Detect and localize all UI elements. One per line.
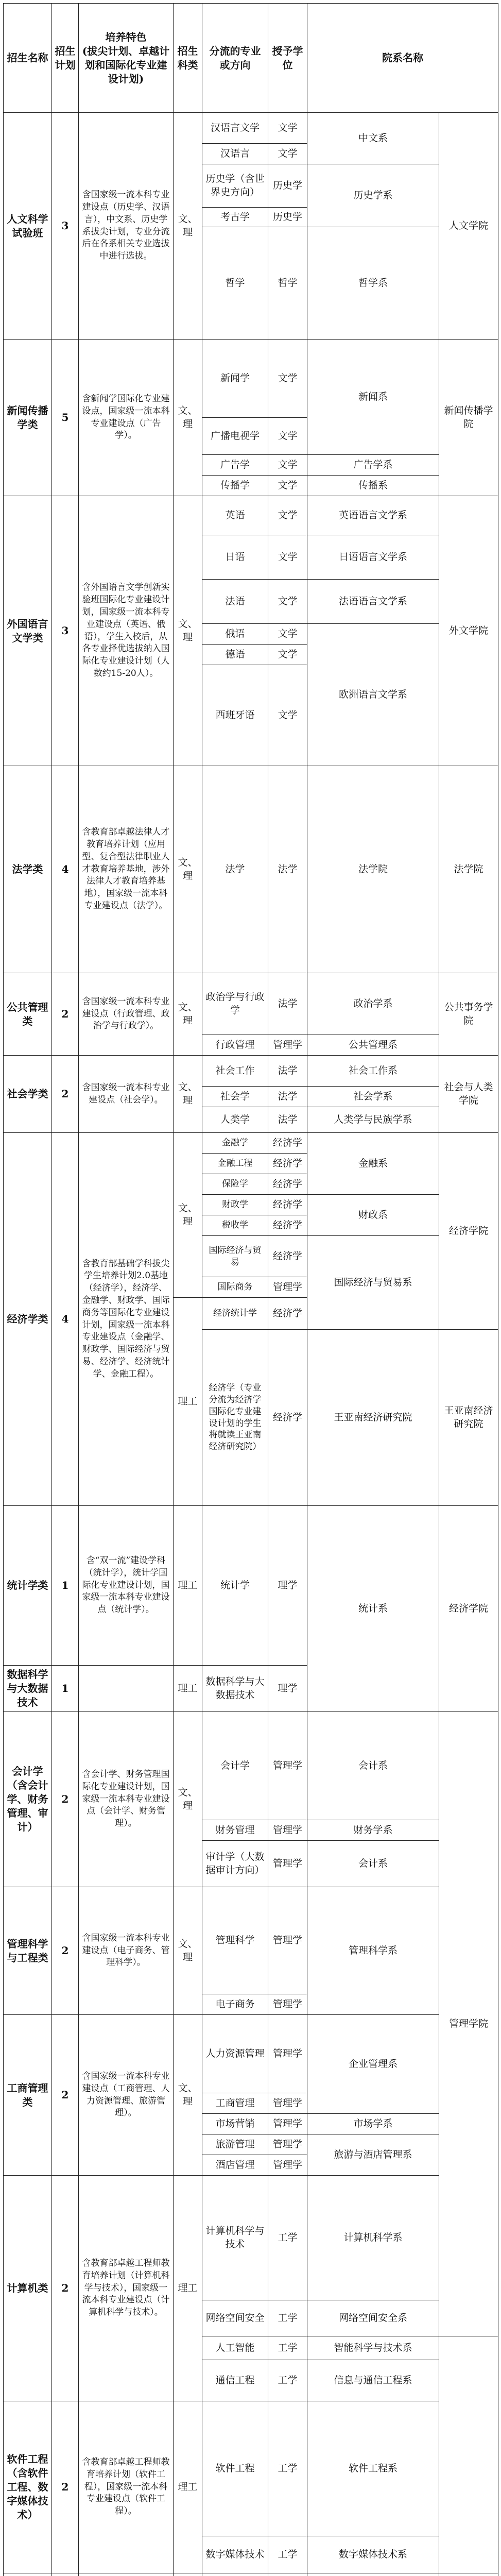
major-cell: 政治学与行政学: [202, 973, 268, 1035]
degree-cell: 哲学: [268, 227, 307, 340]
degree-cell: 管理学: [268, 1887, 307, 1994]
degree-cell: 文学: [268, 645, 307, 665]
category-cell: 会计学（含会计学、财务管理、审计）: [4, 1712, 52, 1887]
major-cell: 法学: [202, 766, 268, 973]
degree-cell: 文学: [268, 624, 307, 645]
dept-cell: 法语语言文学系: [307, 580, 439, 624]
major-cell: 金融工程: [202, 1154, 268, 1174]
dept-cell: 日语语言文学系: [307, 535, 439, 580]
degree-cell: 文学: [268, 535, 307, 580]
degree-cell: 法学: [268, 973, 307, 1035]
category-cell: [4, 2573, 52, 2576]
major-cell: 经济学（专业分流为经济学国际化专业建设计划的学生将就读王亚南经济研究院）: [202, 1330, 268, 1506]
table-row: [4, 2176, 498, 2300]
subject-cell: 文、理: [174, 973, 202, 1056]
dept-cell: 金融系: [307, 1133, 439, 1195]
dept-cell: 法学院: [307, 766, 439, 973]
dept-cell: 统计系: [307, 1506, 439, 1712]
degree-cell: 管理学: [268, 2134, 307, 2155]
degree-cell: 文学: [268, 418, 307, 455]
feature-cell: 含国家级一流本科专业建设点（行政管理、政治学与行政学）。: [79, 973, 174, 1056]
major-cell: 人类学: [202, 1107, 268, 1133]
dept-cell: 公共管理系: [307, 1035, 439, 1056]
table-row: [4, 1712, 498, 1820]
degree-cell: 管理学: [268, 1035, 307, 1056]
table-row: [4, 1506, 498, 1666]
college-cell: 经济学院: [439, 1133, 498, 1330]
feature-cell: 含国家级一流本科专业建设点（电子商务、管理科学）。: [79, 1887, 174, 2015]
degree-cell: 经济学: [268, 1174, 307, 1195]
subject-cell: 文、理: [174, 340, 202, 496]
degree-cell: 文学: [268, 580, 307, 624]
dept-cell: 人类学与民族学系: [307, 1107, 439, 1133]
subject-cell: 文、理: [174, 2015, 202, 2176]
major-cell: 传播学: [202, 476, 268, 496]
college-cell: 经济学院: [439, 1506, 498, 1712]
dept-cell: 中文系: [307, 113, 439, 164]
dept-cell: 欧洲语言文学系: [307, 624, 439, 766]
table-row: [4, 973, 498, 1035]
major-cell: 会计学: [202, 1712, 268, 1820]
col-major: 分流的专业或方向: [202, 4, 268, 113]
dept-cell: 社会学系: [307, 1087, 439, 1107]
major-cell: 历史学（含世界史方向）: [202, 164, 268, 208]
subject-cell: 理工: [174, 1506, 202, 1666]
col-plan: 招生计划: [52, 4, 79, 113]
dept-cell: 旅游与酒店管理系: [307, 2134, 439, 2176]
college-cell: 社会与人类学院: [439, 1056, 498, 1133]
degree-cell: 管理学: [268, 2093, 307, 2114]
major-cell: 人工智能: [202, 2336, 268, 2360]
major-cell: 考古学: [202, 208, 268, 227]
plan-cell: 2: [52, 2176, 79, 2401]
degree-cell: 工学: [268, 2536, 307, 2573]
major-cell: 软件工程: [202, 2401, 268, 2536]
degree-cell: 法学: [268, 1056, 307, 1087]
degree-cell: 经济学: [268, 1330, 307, 1506]
degree-cell: 文学: [268, 340, 307, 418]
plan-cell: 3: [52, 113, 79, 340]
feature-cell: 含教育部卓越法律人才教育培养计划（应用型、复合型法律职业人才教育培养基地，涉外法律人才教育培养基地），国家级一流本科专业建设点（法学）。: [79, 766, 174, 973]
category-cell: 人文科学试验班: [4, 113, 52, 340]
subject-cell: 理工: [174, 1298, 202, 1506]
degree-cell: 经济学: [268, 1195, 307, 1215]
degree-cell: 管理学: [268, 2015, 307, 2093]
major-cell: 日语: [202, 535, 268, 580]
category-cell: 数据科学与大数据技术: [4, 1666, 52, 1712]
plan-cell: 4: [52, 766, 79, 973]
table-row: [4, 1056, 498, 1087]
degree-cell: 工学: [268, 2401, 307, 2536]
degree-cell: 管理学: [268, 1277, 307, 1298]
college-cell: 王亚南经济研究院: [439, 1330, 498, 1506]
dept-cell: 英语语言文学系: [307, 496, 439, 535]
dept-cell: 财政系: [307, 1195, 439, 1236]
degree-cell: 管理学: [268, 1994, 307, 2015]
dept-cell: 软件工程系: [307, 2401, 439, 2536]
feature-cell: 含教育部卓越工程师教育培养计划（软件工程），国家级一流本科专业建设点（软件工程）。: [79, 2401, 174, 2573]
degree-cell: 文学: [268, 476, 307, 496]
degree-cell: 管理学: [268, 2114, 307, 2134]
degree-cell: 工学: [268, 2360, 307, 2401]
feature-cell: 含国家级一流本科专业建设点（历史学、汉语言），中文系、历史学系拔尖计划，专业分流后在各系相关专业选拔中进行选拔。: [79, 113, 174, 340]
major-cell: 税收学: [202, 1215, 268, 1236]
major-cell: 西班牙语: [202, 665, 268, 766]
college-cell: 法学院: [439, 766, 498, 973]
dept-cell: 国际经济与贸易系: [307, 1236, 439, 1330]
subject-cell: 理工: [174, 1666, 202, 1712]
dept-cell: 智能科学与技术系: [307, 2336, 439, 2360]
major-cell: 数字媒体技术: [202, 2536, 268, 2573]
table-row: [4, 1133, 498, 1154]
category-cell: 法学类: [4, 766, 52, 973]
feature-cell: 含外国语言文学创新实验班国际化专业建设计划，国家级一流本科专业建设点（英语、俄语），学生入校后，从各专业择优选拔纳入国际化专业建设计划（人数约15-20人）。: [79, 496, 174, 766]
major-cell: 电子商务: [202, 1994, 268, 2015]
major-cell: 社会工作: [202, 1056, 268, 1087]
degree-cell: 理学: [268, 1506, 307, 1666]
major-cell: 财务管理: [202, 1820, 268, 1841]
major-cell: 法语: [202, 580, 268, 624]
major-cell: 保险学: [202, 1174, 268, 1195]
subject-cell: 文、理: [174, 1133, 202, 1298]
degree-cell: 法学: [268, 1087, 307, 1107]
dept-cell: 会计系: [307, 1712, 439, 1820]
feature-cell: 含“双一流”建设学科（统计学），统计学国际化专业建设计划，国家级一流本科专业建设点（统计学）。: [79, 1506, 174, 1666]
feature-cell: 含教育部基础学科拔尖学生培养计划2.0基地（经济学），经济学、金融学、财政学、国际商务等国际化专业建设计划，国家级一流本科专业建设点（金融学、财政学、国际经济与贸易、经济学、经济统计学、金融工程）。: [79, 1133, 174, 1506]
major-cell: 广播电视学: [202, 418, 268, 455]
major-cell: 金融学: [202, 1133, 268, 1154]
major-cell: 国际经济与贸易: [202, 1236, 268, 1277]
feature-cell: [79, 1666, 174, 1712]
major-cell: 新闻学: [202, 340, 268, 418]
table-row: [4, 766, 498, 973]
major-cell: 市场营销: [202, 2114, 268, 2134]
subject-cell: 文、理: [174, 1887, 202, 2015]
col-subject: 招生科类: [174, 4, 202, 113]
subject-cell: 文、理: [174, 113, 202, 340]
dept-cell: 网络空间安全系: [307, 2300, 439, 2336]
dept-cell: 信息与通信工程系: [307, 2360, 439, 2401]
dept-cell: 传播系: [307, 476, 439, 496]
subject-cell: 文、理: [174, 1712, 202, 1887]
col-feature-title: 培养特色: [105, 30, 147, 43]
dept-cell: 王亚南经济研究院: [307, 1330, 439, 1506]
category-cell: 管理科学与工程类: [4, 1887, 52, 2015]
degree-cell: 理学: [268, 1666, 307, 1712]
college-cell: [439, 2573, 498, 2576]
major-cell: 广告学: [202, 455, 268, 476]
degree-cell: 工学: [268, 2300, 307, 2336]
degree-cell: 文学: [268, 144, 307, 164]
major-cell: 财政学: [202, 1195, 268, 1215]
subject-cell: 理工: [174, 2176, 202, 2401]
col-degree: 授予学位: [268, 4, 307, 113]
dept-cell: 计算机科学系: [307, 2176, 439, 2300]
degree-cell: 历史学: [268, 164, 307, 208]
subject-cell: 文、理: [174, 1056, 202, 1133]
degree-cell: 管理学: [268, 2155, 307, 2176]
dept-cell: 数字媒体技术系: [307, 2536, 439, 2573]
degree-cell: 文学: [268, 113, 307, 144]
category-cell: 工商管理类: [4, 2015, 52, 2176]
plan-cell: 2: [52, 1887, 79, 2015]
dept-cell: 财务学系: [307, 1820, 439, 1841]
degree-cell: 经济学: [268, 1215, 307, 1236]
plan-cell: 4: [52, 1133, 79, 1506]
degree-cell: 文学: [268, 455, 307, 476]
major-cell: 工商管理: [202, 2093, 268, 2114]
dept-cell: 会计系: [307, 1841, 439, 1887]
major-cell: 通信工程: [202, 2360, 268, 2401]
dept-cell: 管理科学系: [307, 1887, 439, 2015]
major-cell: 俄语: [202, 624, 268, 645]
degree-cell: 工学: [268, 2336, 307, 2360]
degree-cell: 法学: [268, 766, 307, 973]
category-cell: 软件工程（含软件工程、数字媒体技术）: [4, 2401, 52, 2573]
plan-cell: 2: [52, 1712, 79, 1887]
major-cell: 计算机科学与技术: [202, 2176, 268, 2300]
plan-cell: 2: [52, 973, 79, 1056]
feature-cell: 含教育部卓越工程师教育培养计划（计算机科学与技术），国家级一流本科专业建设点（计算机科学与技术）。: [79, 2176, 174, 2401]
dept-cell: 广告学系: [307, 455, 439, 476]
subject-cell: 文、理: [174, 496, 202, 766]
category-cell: 社会学类: [4, 1056, 52, 1133]
table-row: [4, 2573, 498, 2576]
major-cell: 国际商务: [202, 1277, 268, 1298]
degree-cell: 文学: [268, 665, 307, 766]
category-cell: 外国语言文学类: [4, 496, 52, 766]
college-cell: 管理学院: [439, 1712, 498, 2336]
major-cell: 审计学（大数据审计方向）: [202, 1841, 268, 1887]
degree-cell: 管理学: [268, 1841, 307, 1887]
plan-cell: 3: [52, 496, 79, 766]
category-cell: 计算机类: [4, 2176, 52, 2401]
feature-cell: [79, 2573, 174, 2576]
header-row: [4, 4, 498, 113]
degree-cell: 经济学: [268, 1154, 307, 1174]
col-feature-sub: (拔尖计划、卓越计划和国际化专业建设计划): [82, 44, 170, 85]
col-category: 招生名称: [4, 4, 52, 113]
major-cell: 人力资源管理: [202, 2015, 268, 2093]
dept-cell: 社会工作系: [307, 1056, 439, 1087]
major-cell: 社会学: [202, 1087, 268, 1107]
dept-cell: 历史学系: [307, 164, 439, 227]
degree-cell: 法学: [268, 1107, 307, 1133]
plan-cell: 2: [52, 2015, 79, 2176]
subject-cell: [174, 2573, 202, 2576]
dept-cell: [307, 2573, 439, 2576]
degree-cell: 管理学: [268, 1712, 307, 1820]
major-cell: 德语: [202, 645, 268, 665]
feature-cell: 含国家级一流本科专业建设点（工商管理、人力资源管理、旅游管理）。: [79, 2015, 174, 2176]
feature-cell: 含会计学、财务管理国际化专业建设计划，国家级一流本科专业建设点（会计学、财务管理）。: [79, 1712, 174, 1887]
plan-cell: 1: [52, 1506, 79, 1666]
degree-cell: 管理学: [268, 1820, 307, 1841]
college-cell: 新闻传播学院: [439, 340, 498, 496]
degree-cell: 经济学: [268, 1236, 307, 1277]
major-cell: 管理科学: [202, 1887, 268, 1994]
major-cell: 英语: [202, 496, 268, 535]
major-cell: 统计学: [202, 1506, 268, 1666]
major-cell: [202, 2573, 268, 2576]
table-row: [4, 496, 498, 535]
degree-cell: 经济学: [268, 1298, 307, 1330]
dept-cell: 市场学系: [307, 2114, 439, 2134]
degree-cell: 经济学: [268, 1133, 307, 1154]
subject-cell: 文、理: [174, 766, 202, 973]
feature-cell: 含新闻学国际化专业建设点，国家级一流本科专业建设点（广告学）。: [79, 340, 174, 496]
subject-cell: 理工: [174, 2401, 202, 2573]
dept-cell: 政治学系: [307, 973, 439, 1035]
table-row: [4, 340, 498, 418]
category-cell: 统计学类: [4, 1506, 52, 1666]
table-row: [4, 2401, 498, 2536]
category-cell: 公共管理类: [4, 973, 52, 1056]
major-cell: 酒店管理: [202, 2155, 268, 2176]
degree-cell: 文学: [268, 496, 307, 535]
major-cell: 网络空间安全: [202, 2300, 268, 2336]
dept-cell: 新闻系: [307, 340, 439, 455]
category-cell: 经济学类: [4, 1133, 52, 1506]
college-cell: 公共事务学院: [439, 973, 498, 1056]
dept-cell: 企业管理系: [307, 2015, 439, 2114]
table-row: [4, 2015, 498, 2093]
degree-cell: [268, 2573, 307, 2576]
college-cell: 外文学院: [439, 496, 498, 766]
col-feature: [79, 4, 174, 113]
dept-cell: 哲学系: [307, 227, 439, 340]
degree-cell: 工学: [268, 2176, 307, 2300]
table-row: [4, 1887, 498, 1994]
feature-cell: 含国家级一流本科专业建设点（社会学）。: [79, 1056, 174, 1133]
col-college: 院系名称: [307, 4, 498, 113]
plan-cell: 5: [52, 340, 79, 496]
major-cell: 行政管理: [202, 1035, 268, 1056]
major-cell: 汉语言文学: [202, 113, 268, 144]
table-row: [4, 113, 498, 144]
admissions-table: [3, 3, 498, 2576]
major-cell: 经济统计学: [202, 1298, 268, 1330]
plan-cell: [52, 2573, 79, 2576]
major-cell: 汉语言: [202, 144, 268, 164]
plan-cell: 2: [52, 2401, 79, 2573]
plan-cell: 2: [52, 1056, 79, 1133]
major-cell: 数据科学与大数据技术: [202, 1666, 268, 1712]
major-cell: 旅游管理: [202, 2134, 268, 2155]
plan-cell: 1: [52, 1666, 79, 1712]
major-cell: 哲学: [202, 227, 268, 340]
college-cell: 人文学院: [439, 113, 498, 340]
degree-cell: 历史学: [268, 208, 307, 227]
category-cell: 新闻传播学类: [4, 340, 52, 496]
